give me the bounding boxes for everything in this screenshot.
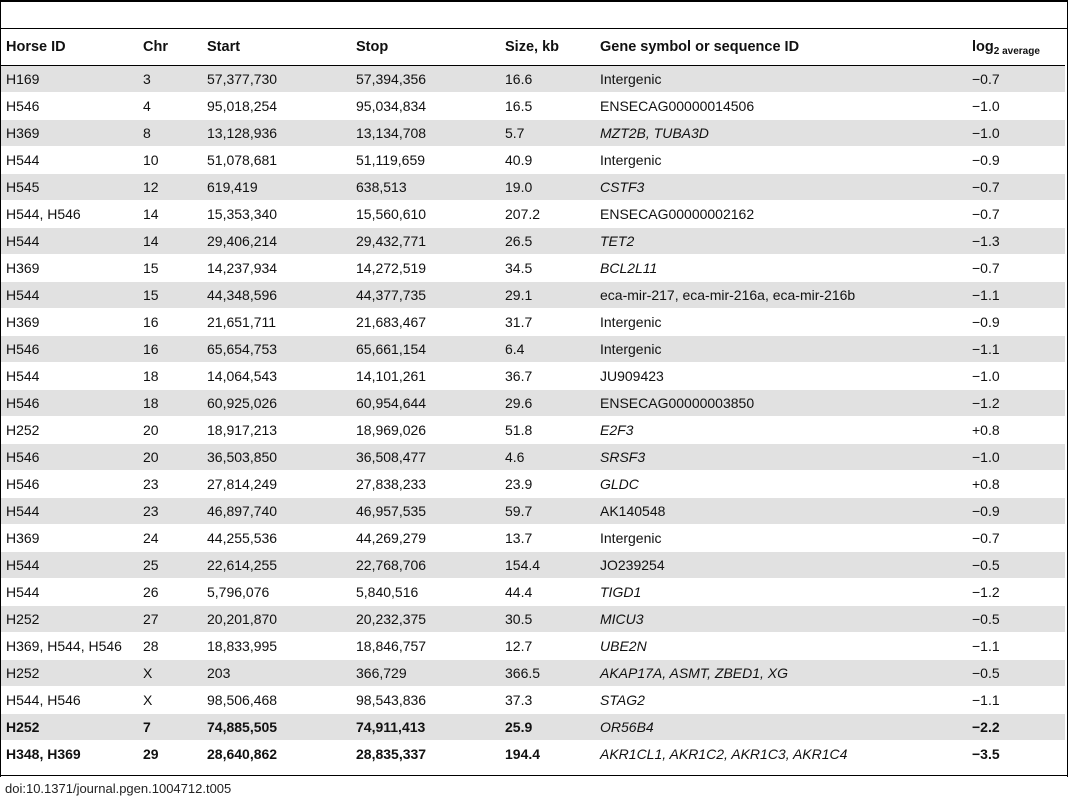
cell-start: 5,796,076 (202, 579, 351, 606)
cell-horse-id: H544 (1, 228, 138, 255)
cell-size: 194.4 (500, 741, 595, 768)
cell-stop: 98,543,836 (351, 687, 500, 714)
cell-start: 60,925,026 (202, 390, 351, 417)
cell-size: 6.4 (500, 336, 595, 363)
cell-size: 37.3 (500, 687, 595, 714)
cell-stop: 74,911,413 (351, 714, 500, 741)
cell-gene: UBE2N (595, 633, 967, 660)
cell-chr: 8 (138, 120, 202, 147)
table-row (1, 741, 1065, 768)
cell-size: 51.8 (500, 417, 595, 444)
cell-chr: 12 (138, 174, 202, 201)
table-row (1, 255, 1065, 282)
cell-horse-id: H546 (1, 336, 138, 363)
cell-chr: 26 (138, 579, 202, 606)
cell-gene: ENSECAG00000002162 (595, 201, 967, 228)
cell-start: 65,654,753 (202, 336, 351, 363)
cell-horse-id: H252 (1, 606, 138, 633)
cell-horse-id: H544 (1, 147, 138, 174)
cell-log2: −0.9 (967, 309, 1065, 336)
cell-stop: 366,729 (351, 660, 500, 687)
cell-chr: X (138, 660, 202, 687)
cell-size: 29.6 (500, 390, 595, 417)
cell-stop: 27,838,233 (351, 471, 500, 498)
cell-gene: AKAP17A, ASMT, ZBED1, XG (595, 660, 967, 687)
cell-gene: eca-mir-217, eca-mir-216a, eca-mir-216b (595, 282, 967, 309)
cell-log2: −1.1 (967, 687, 1065, 714)
table-row (1, 633, 1065, 660)
cell-log2: −0.7 (967, 255, 1065, 282)
cell-chr: 24 (138, 525, 202, 552)
cell-size: 25.9 (500, 714, 595, 741)
cell-stop: 46,957,535 (351, 498, 500, 525)
cell-size: 30.5 (500, 606, 595, 633)
cell-chr: 4 (138, 93, 202, 120)
cell-horse-id: H544, H546 (1, 201, 138, 228)
cell-start: 619,419 (202, 174, 351, 201)
cell-start: 14,064,543 (202, 363, 351, 390)
cell-start: 203 (202, 660, 351, 687)
cell-gene: STAG2 (595, 687, 967, 714)
cell-stop: 29,432,771 (351, 228, 500, 255)
table-row (1, 444, 1065, 471)
cell-start: 22,614,255 (202, 552, 351, 579)
cell-size: 154.4 (500, 552, 595, 579)
header-log2-sub: 2 average (993, 46, 1040, 57)
cell-start: 20,201,870 (202, 606, 351, 633)
table-row (1, 363, 1065, 390)
cell-horse-id: H544 (1, 579, 138, 606)
cell-chr: 15 (138, 282, 202, 309)
table-row (1, 606, 1065, 633)
cell-log2: −1.0 (967, 444, 1065, 471)
cell-start: 18,833,995 (202, 633, 351, 660)
cell-size: 34.5 (500, 255, 595, 282)
cell-stop: 14,101,261 (351, 363, 500, 390)
cell-chr: 28 (138, 633, 202, 660)
cell-start: 21,651,711 (202, 309, 351, 336)
cell-chr: X (138, 687, 202, 714)
cell-gene: GLDC (595, 471, 967, 498)
cell-horse-id: H546 (1, 444, 138, 471)
cell-start: 51,078,681 (202, 147, 351, 174)
cell-chr: 10 (138, 147, 202, 174)
cell-stop: 36,508,477 (351, 444, 500, 471)
cell-size: 26.5 (500, 228, 595, 255)
cell-horse-id: H252 (1, 660, 138, 687)
header-size: Size, kb (500, 29, 595, 66)
table-row (1, 336, 1065, 363)
table-row (1, 498, 1065, 525)
cell-start: 36,503,850 (202, 444, 351, 471)
cell-size: 12.7 (500, 633, 595, 660)
cell-log2: −0.7 (967, 525, 1065, 552)
cell-chr: 7 (138, 714, 202, 741)
cell-log2: +0.8 (967, 471, 1065, 498)
cell-start: 29,406,214 (202, 228, 351, 255)
cell-gene: ENSECAG00000014506 (595, 93, 967, 120)
cell-chr: 14 (138, 201, 202, 228)
cell-horse-id: H369 (1, 525, 138, 552)
header-chr: Chr (138, 29, 202, 66)
header-horse-id: Horse ID (1, 29, 138, 66)
doi-caption: doi:10.1371/journal.pgen.1004712.t005 (5, 781, 232, 796)
cell-chr: 23 (138, 471, 202, 498)
cell-gene: AK140548 (595, 498, 967, 525)
cell-chr: 23 (138, 498, 202, 525)
cell-log2: −1.0 (967, 120, 1065, 147)
cell-stop: 28,835,337 (351, 741, 500, 768)
cell-horse-id: H169 (1, 66, 138, 93)
cell-chr: 3 (138, 66, 202, 93)
cell-stop: 5,840,516 (351, 579, 500, 606)
table-row (1, 579, 1065, 606)
cell-start: 95,018,254 (202, 93, 351, 120)
table-row (1, 714, 1065, 741)
cell-chr: 16 (138, 336, 202, 363)
cell-horse-id: H544 (1, 498, 138, 525)
cell-stop: 60,954,644 (351, 390, 500, 417)
cell-stop: 13,134,708 (351, 120, 500, 147)
cell-chr: 20 (138, 417, 202, 444)
cell-gene: BCL2L11 (595, 255, 967, 282)
table-row (1, 120, 1065, 147)
header-stop: Stop (351, 29, 500, 66)
cell-start: 15,353,340 (202, 201, 351, 228)
cell-horse-id: H252 (1, 417, 138, 444)
cell-start: 44,348,596 (202, 282, 351, 309)
table-row (1, 66, 1065, 93)
cell-horse-id: H252 (1, 714, 138, 741)
header-log2-main: log (972, 39, 994, 55)
cell-stop: 14,272,519 (351, 255, 500, 282)
cell-stop: 18,846,757 (351, 633, 500, 660)
cell-size: 5.7 (500, 120, 595, 147)
cell-gene: OR56B4 (595, 714, 967, 741)
cell-horse-id: H348, H369 (1, 741, 138, 768)
table-row (1, 687, 1065, 714)
cell-horse-id: H544 (1, 552, 138, 579)
table-row (1, 390, 1065, 417)
cell-size: 29.1 (500, 282, 595, 309)
header-gene: Gene symbol or sequence ID (595, 29, 967, 66)
table-header-row (1, 29, 1065, 66)
cell-size: 44.4 (500, 579, 595, 606)
cell-size: 13.7 (500, 525, 595, 552)
cell-gene: JO239254 (595, 552, 967, 579)
cell-log2: −0.7 (967, 66, 1065, 93)
cell-horse-id: H369 (1, 255, 138, 282)
cell-stop: 95,034,834 (351, 93, 500, 120)
table-row (1, 471, 1065, 498)
cell-horse-id: H545 (1, 174, 138, 201)
cell-horse-id: H544, H546 (1, 687, 138, 714)
cell-size: 16.5 (500, 93, 595, 120)
cell-log2: +0.8 (967, 417, 1065, 444)
cell-log2: −0.5 (967, 552, 1065, 579)
cell-chr: 18 (138, 390, 202, 417)
table-row (1, 525, 1065, 552)
table-row (1, 147, 1065, 174)
cell-size: 19.0 (500, 174, 595, 201)
table-body (1, 66, 1065, 768)
cell-gene: CSTF3 (595, 174, 967, 201)
cnv-table (1, 29, 1065, 767)
cell-stop: 44,377,735 (351, 282, 500, 309)
cell-horse-id: H546 (1, 390, 138, 417)
cell-log2: −1.1 (967, 336, 1065, 363)
cell-gene: MICU3 (595, 606, 967, 633)
cell-gene: E2F3 (595, 417, 967, 444)
cell-log2: −1.0 (967, 363, 1065, 390)
cell-start: 57,377,730 (202, 66, 351, 93)
cell-size: 59.7 (500, 498, 595, 525)
cell-size: 4.6 (500, 444, 595, 471)
cell-log2: −0.7 (967, 174, 1065, 201)
cell-horse-id: H544 (1, 282, 138, 309)
bottom-rule (0, 775, 1068, 776)
cell-start: 27,814,249 (202, 471, 351, 498)
cell-chr: 14 (138, 228, 202, 255)
cell-size: 207.2 (500, 201, 595, 228)
cell-start: 13,128,936 (202, 120, 351, 147)
cell-log2: −1.2 (967, 579, 1065, 606)
cell-gene: ENSECAG00000003850 (595, 390, 967, 417)
table-row (1, 309, 1065, 336)
cell-gene: AKR1CL1, AKR1C2, AKR1C3, AKR1C4 (595, 741, 967, 768)
table-row (1, 417, 1065, 444)
cell-log2: −0.5 (967, 660, 1065, 687)
cell-stop: 51,119,659 (351, 147, 500, 174)
cell-start: 46,897,740 (202, 498, 351, 525)
cell-log2: −3.5 (967, 741, 1065, 768)
cell-horse-id: H369 (1, 120, 138, 147)
cell-stop: 18,969,026 (351, 417, 500, 444)
cell-chr: 25 (138, 552, 202, 579)
cell-log2: −1.1 (967, 633, 1065, 660)
cell-start: 98,506,468 (202, 687, 351, 714)
cell-stop: 638,513 (351, 174, 500, 201)
cell-size: 366.5 (500, 660, 595, 687)
cell-log2: −1.2 (967, 390, 1065, 417)
table-row (1, 282, 1065, 309)
cell-log2: −2.2 (967, 714, 1065, 741)
cell-stop: 44,269,279 (351, 525, 500, 552)
cell-stop: 57,394,356 (351, 66, 500, 93)
cell-stop: 22,768,706 (351, 552, 500, 579)
cell-chr: 18 (138, 363, 202, 390)
cell-gene: Intergenic (595, 309, 967, 336)
cell-log2: −1.3 (967, 228, 1065, 255)
cell-chr: 27 (138, 606, 202, 633)
header-log2 (967, 29, 1065, 66)
cell-size: 23.9 (500, 471, 595, 498)
header-start: Start (202, 29, 351, 66)
cell-log2: −0.7 (967, 201, 1065, 228)
cell-horse-id: H544 (1, 363, 138, 390)
cell-gene: JU909423 (595, 363, 967, 390)
cell-chr: 16 (138, 309, 202, 336)
cell-chr: 29 (138, 741, 202, 768)
cell-horse-id: H546 (1, 471, 138, 498)
cell-horse-id: H369 (1, 309, 138, 336)
cell-gene: Intergenic (595, 66, 967, 93)
cell-start: 44,255,536 (202, 525, 351, 552)
table-row (1, 228, 1065, 255)
cell-stop: 20,232,375 (351, 606, 500, 633)
cell-gene: SRSF3 (595, 444, 967, 471)
table-row (1, 552, 1065, 579)
cell-log2: −1.1 (967, 282, 1065, 309)
cell-start: 74,885,505 (202, 714, 351, 741)
cell-stop: 15,560,610 (351, 201, 500, 228)
cell-log2: −0.5 (967, 606, 1065, 633)
cell-start: 14,237,934 (202, 255, 351, 282)
cell-log2: −0.9 (967, 498, 1065, 525)
cell-start: 28,640,862 (202, 741, 351, 768)
table-row (1, 174, 1065, 201)
cell-gene: TET2 (595, 228, 967, 255)
cell-size: 36.7 (500, 363, 595, 390)
cell-start: 18,917,213 (202, 417, 351, 444)
cell-chr: 15 (138, 255, 202, 282)
table-row (1, 201, 1065, 228)
cell-log2: −0.9 (967, 147, 1065, 174)
cell-size: 16.6 (500, 66, 595, 93)
table-row (1, 660, 1065, 687)
cell-gene: MZT2B, TUBA3D (595, 120, 967, 147)
cell-gene: TIGD1 (595, 579, 967, 606)
cell-size: 40.9 (500, 147, 595, 174)
cell-gene: Intergenic (595, 336, 967, 363)
cell-stop: 21,683,467 (351, 309, 500, 336)
cell-gene: Intergenic (595, 147, 967, 174)
cell-horse-id: H546 (1, 93, 138, 120)
cell-stop: 65,661,154 (351, 336, 500, 363)
cell-log2: −1.0 (967, 93, 1065, 120)
cell-size: 31.7 (500, 309, 595, 336)
cell-horse-id: H369, H544, H546 (1, 633, 138, 660)
cell-chr: 20 (138, 444, 202, 471)
cell-gene: Intergenic (595, 525, 967, 552)
table-row (1, 93, 1065, 120)
